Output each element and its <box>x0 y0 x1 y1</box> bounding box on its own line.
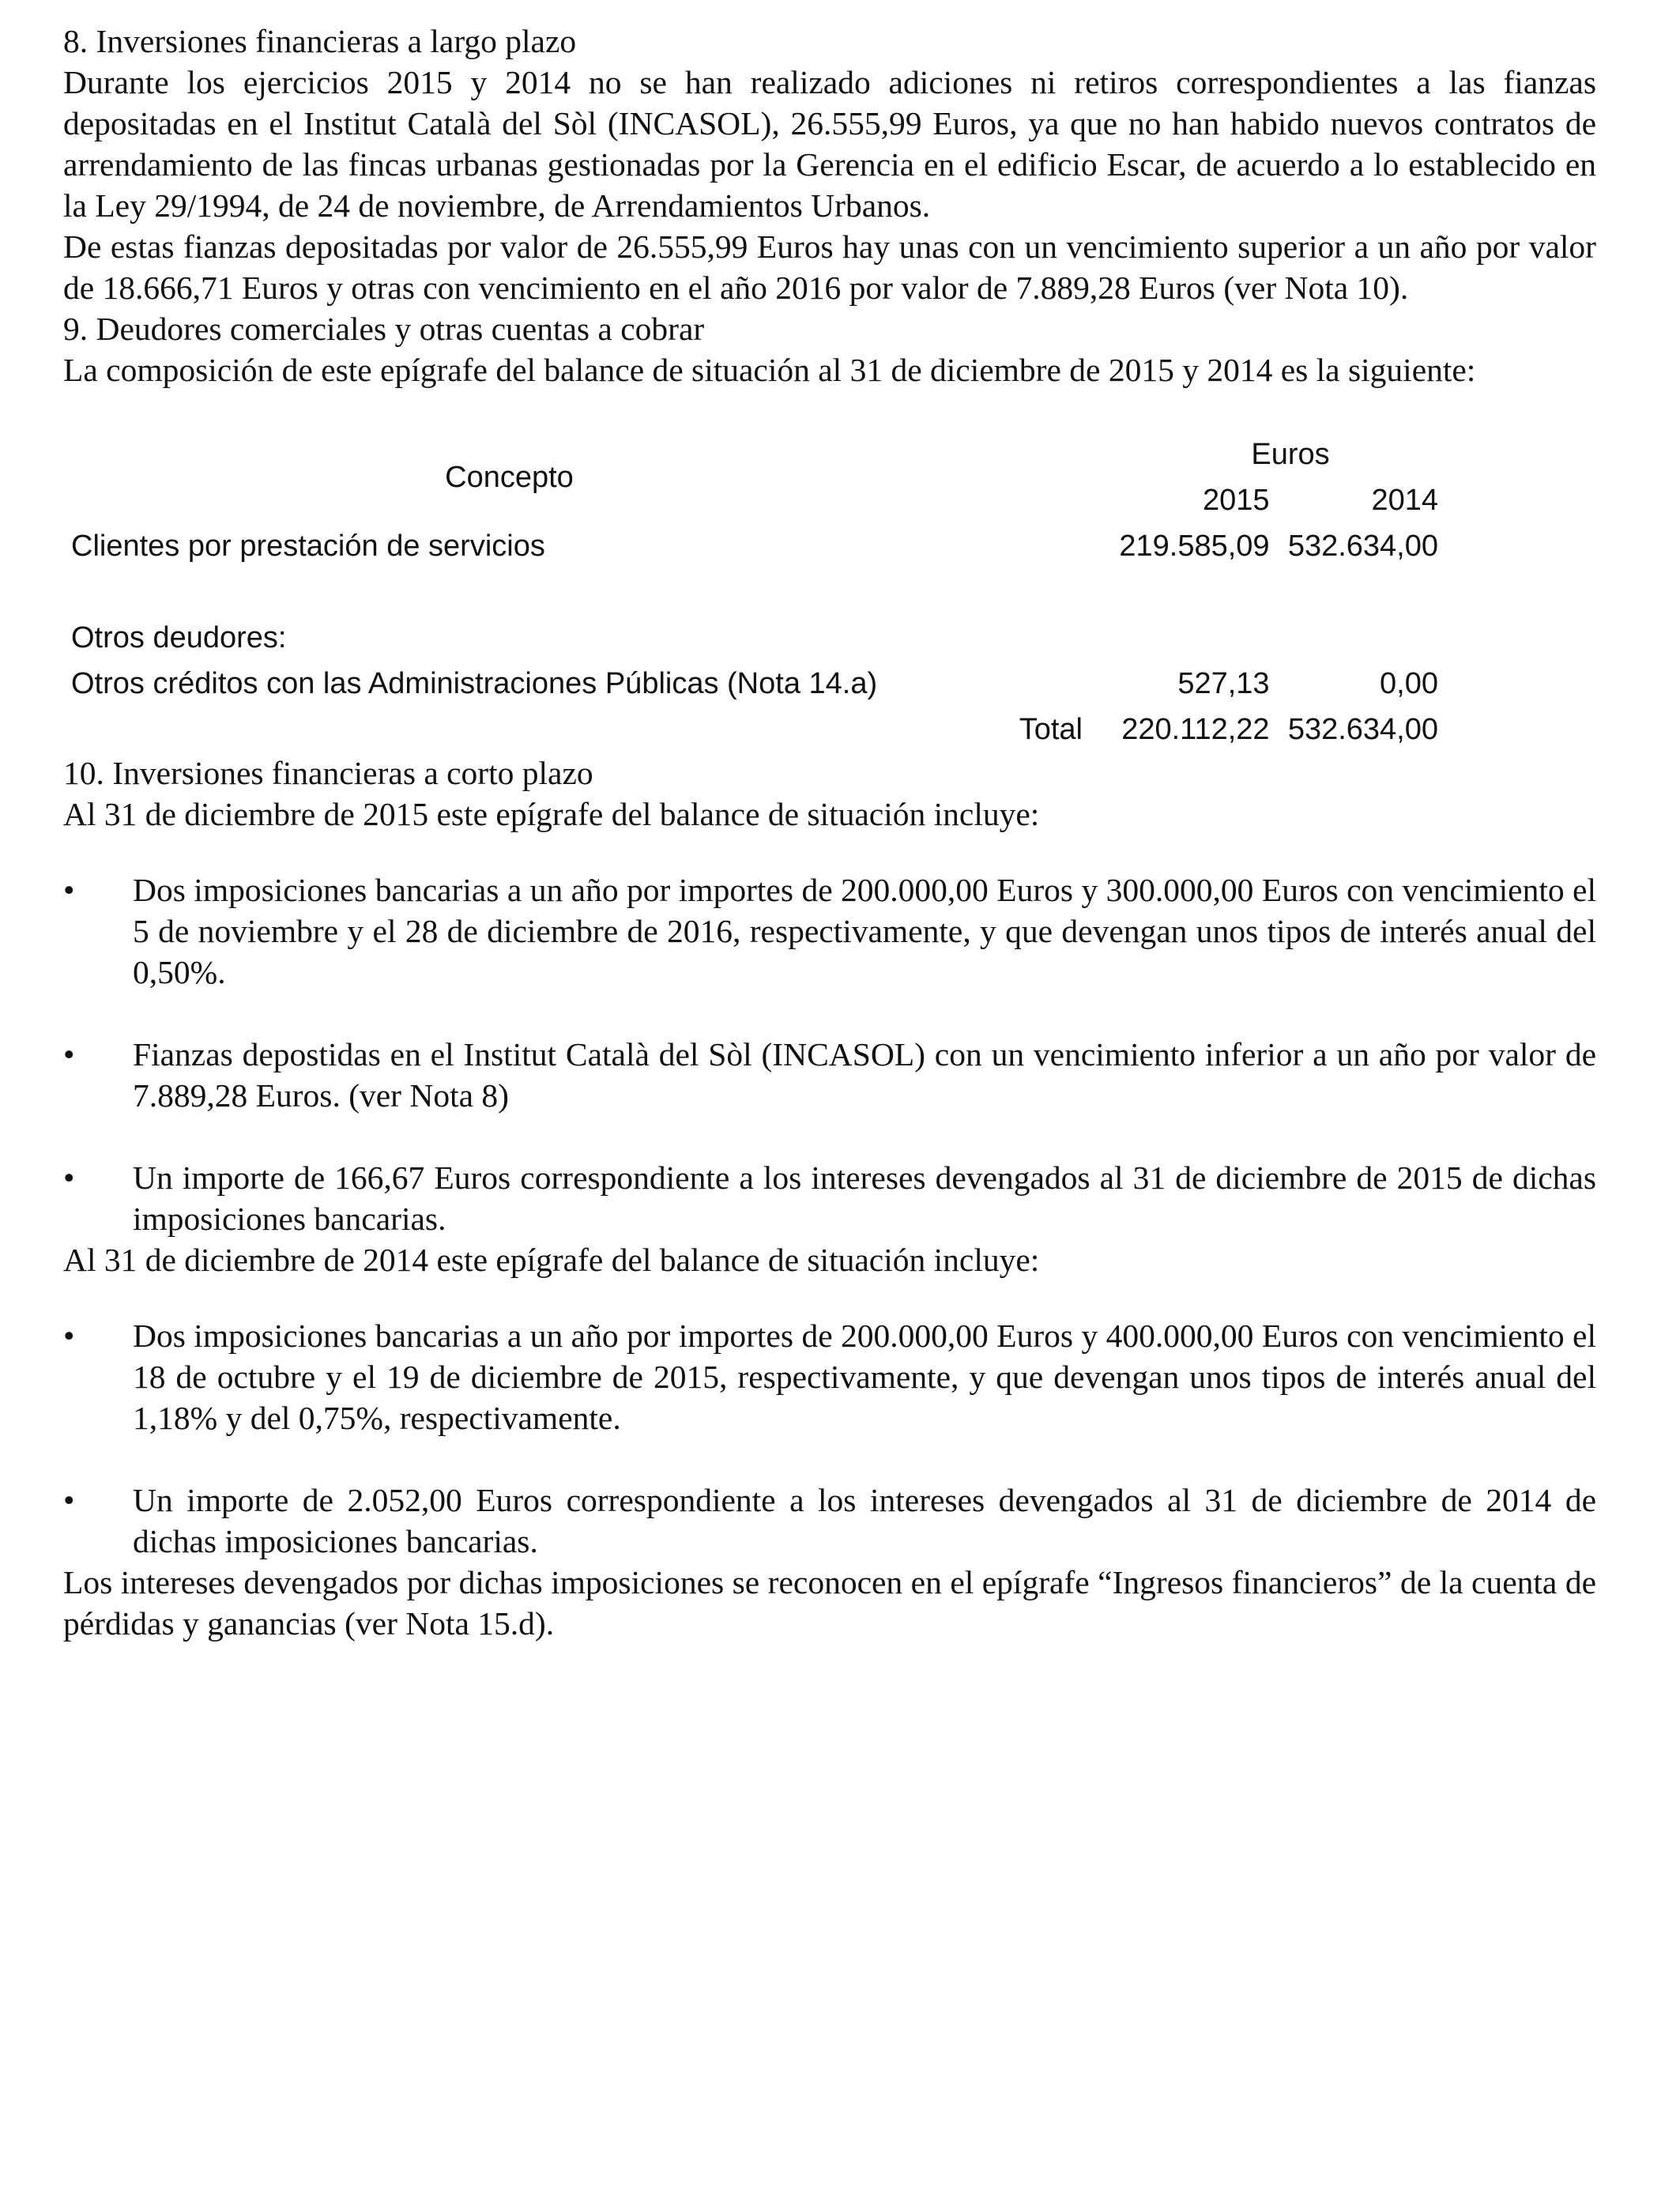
total-label: Total <box>1019 713 1083 746</box>
list-item <box>63 1034 1596 1116</box>
list-item-text: Un importe de 2.052,00 Euros correspondiente a los intereses devengados al 31 de diciembre de 2014 de dichas imposiciones bancarias. <box>133 1482 1596 1559</box>
total-value-2015: 220.112,22 <box>1121 713 1270 746</box>
table-row <box>63 615 1438 661</box>
row-concept: Clientes por prestación de servicios <box>71 530 545 563</box>
table-spacer-row <box>63 569 1438 615</box>
bullet-icon: • <box>63 1159 75 1196</box>
note-9-intro: La composición de este epígrafe del balance de situación al 31 de diciembre de 2015 y 2014 es la siguiente: <box>63 352 1476 388</box>
row-value-2014: 0,00 <box>1380 667 1438 700</box>
list-item-text: Dos imposiciones bancarias a un año por importes de 200.000,00 Euros y 400.000,00 Euros con vencimiento el 18 de octubre y el 19 de diciembre de 2015, respectivamente, y que devengan unos tipos de interés anual del 1,18% y del 0,75%, respectivamente. <box>133 1318 1596 1436</box>
row-value-2014: 532.634,00 <box>1287 530 1438 563</box>
euros-header: Euros <box>1251 438 1330 471</box>
note-9-section <box>63 308 1596 752</box>
concept-header: Concepto <box>445 461 574 494</box>
list-item <box>63 1157 1596 1239</box>
note-8-heading: 8. Inversiones financieras a largo plazo <box>63 23 577 59</box>
note-10-closing: Los intereses devengados por dichas imposiciones se reconocen en el epígrafe “Ingresos financieros” de la cuenta de pérdidas y ganancias (ver Nota 15.d). <box>63 1564 1596 1642</box>
bullet-icon: • <box>63 1036 75 1072</box>
bullet-list-2015 <box>63 869 1596 1239</box>
table-row <box>63 523 1438 569</box>
bullet-icon: • <box>63 872 75 908</box>
bullet-icon: • <box>63 1318 75 1354</box>
document-page <box>63 21 1596 1644</box>
bullet-icon: • <box>63 1482 75 1518</box>
note-10-intro-2015: Al 31 de diciembre de 2015 este epígrafe del balance de situación incluye: <box>63 796 1040 832</box>
list-item-text: Dos imposiciones bancarias a un año por importes de 200.000,00 Euros y 300.000,00 Euros con vencimiento el 5 de noviembre y el 28 de diciembre de 2016, respectivamente, y que devengan unos tipos de interés anual del 0,50%. <box>133 872 1596 990</box>
table-row <box>63 661 1438 707</box>
list-item <box>63 1315 1596 1438</box>
row-value-2015 <box>1095 615 1270 661</box>
table-header-row-1 <box>63 432 1438 477</box>
year-2015-header: 2015 <box>1203 484 1270 517</box>
row-value-2015: 527,13 <box>1177 667 1270 700</box>
row-concept: Otros deudores: <box>71 621 287 654</box>
note-10-section <box>63 752 1596 1644</box>
note-10-heading: 10. Inversiones financieras a corto plazo <box>63 755 593 791</box>
note-10-intro-2014: Al 31 de diciembre de 2014 este epígrafe del balance de situación incluye: <box>63 1242 1040 1278</box>
row-value-2014 <box>1270 615 1438 661</box>
list-item-text: Un importe de 166,67 Euros correspondiente a los intereses devengados al 31 de diciembre de 2015 de dichas imposiciones bancarias. <box>133 1159 1596 1237</box>
receivables-table <box>63 432 1438 752</box>
total-value-2014: 532.634,00 <box>1287 713 1438 746</box>
list-item-text: Fianzas depostidas en el Institut Català del Sòl (INCASOL) con un vencimiento inferior a un año por valor de 7.889,28 Euros. (ver Nota 8) <box>133 1036 1596 1114</box>
table-total-row <box>63 707 1438 752</box>
list-item <box>63 1480 1596 1562</box>
bullet-list-2014 <box>63 1315 1596 1562</box>
note-8-paragraph-1: Durante los ejercicios 2015 y 2014 no se han realizado adiciones ni retiros correspondientes a las fianzas depositadas en el Institut Català del Sòl (INCASOL), 26.555,99 Euros, ya que no han habido nuevos contratos de arrendamiento de las fincas urbanas gestionadas por la Gerencia en el edificio Escar, de acuerdo a lo establecido en la Ley 29/1994, de 24 de noviembre, de Arrendamientos Urbanos. <box>63 64 1596 224</box>
row-value-2015: 219.585,09 <box>1119 530 1270 563</box>
list-item <box>63 869 1596 993</box>
year-2014-header: 2014 <box>1371 484 1438 517</box>
row-concept: Otros créditos con las Administraciones Públicas (Nota 14.a) <box>71 667 878 700</box>
note-8-section <box>63 21 1596 308</box>
note-9-heading: 9. Deudores comerciales y otras cuentas a cobrar <box>63 311 705 347</box>
note-8-paragraph-2: De estas fianzas depositadas por valor de 26.555,99 Euros hay unas con un vencimiento superior a un año por valor de 18.666,71 Euros y otras con vencimiento en el año 2016 por valor de 7.889,28 Euros (ver Nota 10). <box>63 228 1596 306</box>
